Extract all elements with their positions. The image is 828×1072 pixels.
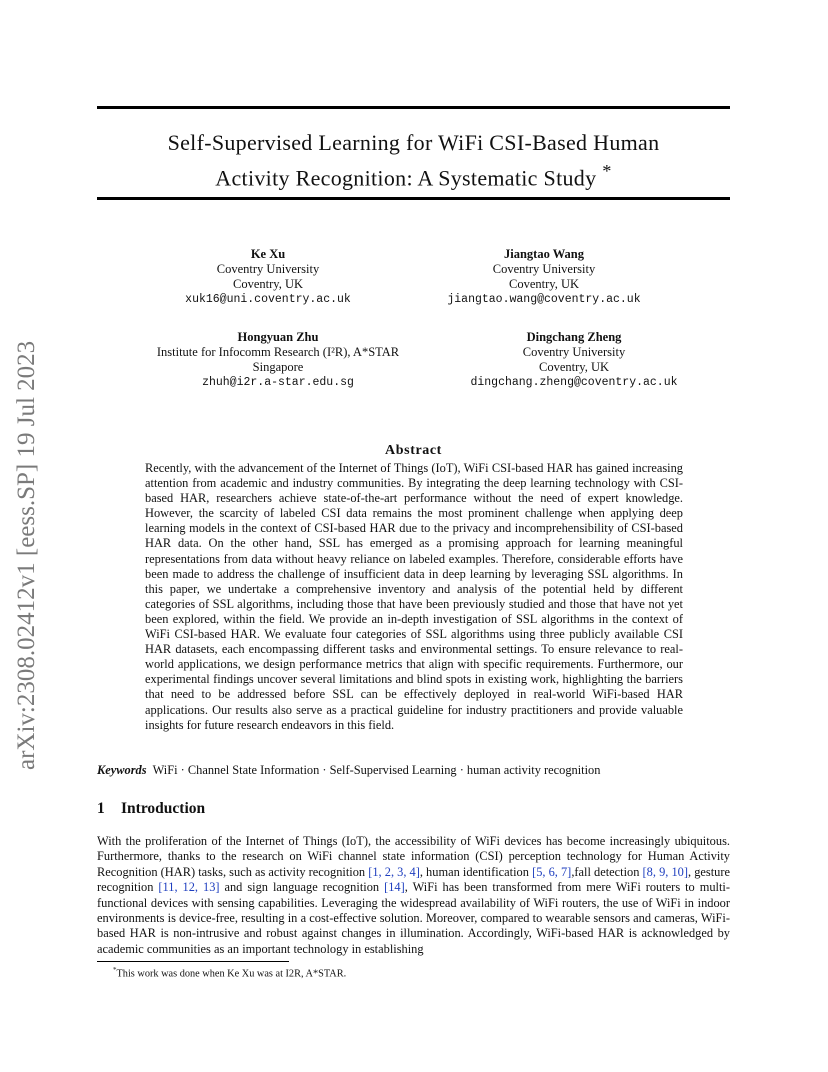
author-email[interactable]: zhuh@i2r.a-star.edu.sg [202,376,354,389]
author-location: Coventry, UK [538,360,609,374]
title-footnote-mark: * [602,161,612,181]
intro-text: , WiFi has been transformed from mere WiFi routers to multi-functional devices with sensing capabilities. Leveraging the widespread availability of WiFi routers, the use of WiFi in indoor environments is device-free, resulting in a cost-effective solution. Moreover, compared to wearable sensors and cameras, WiFi-based HAR is non-intrusive and robust against changes in illumination. Accordingly, WiFi-based HAR is acknowledged by academic communities as an important technology in establishing [97,880,731,956]
author-affiliation: Coventry University [492,262,596,276]
keywords-label: Keywords [97,763,147,777]
author-name: Hongyuan Zhu [237,330,319,344]
title-line-2 [97,157,730,192]
intro-text: ,fall detection [571,864,643,879]
author-block [394,247,694,307]
paper-title [97,128,730,192]
intro-text: and sign language recognition [219,880,385,895]
footnote-mark: * [113,966,117,974]
intro-text: , gesture recognition [97,864,730,895]
author-block [128,330,428,390]
author-name: Dingchang Zheng [526,330,622,344]
author-block [118,247,418,307]
citation-link[interactable]: [8, 9, 10] [642,864,688,879]
abstract-heading: Abstract [385,443,442,458]
footnote-text: This work was done when Ke Xu was at I2R, A*STAR. [116,968,347,980]
keywords-text: WiFi · Channel State Information · Self-Supervised Learning · human activity recognition [152,763,601,777]
title-rule-top [97,106,730,109]
section-number: 1 [97,800,105,817]
intro-text: , human identification [419,864,533,879]
author-location: Coventry, UK [508,277,579,291]
author-affiliation: Institute for Infocomm Research (I²R), A*STAR [156,345,400,359]
author-affiliation: Coventry University [522,345,626,359]
section-title: Introduction [121,800,206,817]
arxiv-identifier: arXiv:2308.02412v1 [eess.SP] 19 Jul 2023 [13,340,40,770]
keywords-line [97,763,730,778]
author-location: Coventry, UK [232,277,303,291]
citation-link[interactable]: [11, 12, 13] [158,880,220,895]
author-name: Jiangtao Wang [504,247,584,261]
author-block [424,330,724,390]
title-line-1: Self-Supervised Learning for WiFi CSI-Based Human [167,130,660,155]
footnote-rule [97,961,289,962]
title-line-2-text: Activity Recognition: A Systematic Study [215,165,597,191]
abstract-body: Recently, with the advancement of the Internet of Things (IoT), WiFi CSI-based HAR has gained increasing attention from academic and industry communities. By integrating the deep learning technology with CSI-based HAR, researchers achieve state-of-the-art performance without the need of expert knowledge. However, the scarcity of labeled CSI data remains the most prominent challenge when applying deep learning models in the context of CSI-based HAR due to the privacy and incomprehensibility of CSI-based HAR data. On the other hand, SSL has emerged as a promising approach for learning meaningful representations from data without heavy reliance on labeled examples. Therefore, considerable efforts have been made to address the challenge of insufficient data in deep learning by leveraging SSL algorithms. In this paper, we undertake a comprehensive inventory and analysis of the potential held by different categories of SSL algorithms, including those that have been previously studied and those that have not yet been explored, within the field. We provide an in-depth investigation of SSL algorithms in the context of WiFi CSI-based HAR. We evaluate four categories of SSL algorithms using three publicly available CSI HAR datasets, each encompassing different tasks and environmental settings. To ensure relevance to real-world applications, we design performance metrics that align with specific requirements. Furthermore, our experimental findings uncover several limitations and blind spots in existing work, highlighting the barriers that need to be addressed before SSL can be effectively deployed in real-world WiFi-based HAR applications. Our results also serve as a practical guideline for industry practitioners and provide valuable insights for future research endeavors in this field. [145,461,683,732]
section-heading [97,800,205,818]
author-location: Singapore [252,360,304,374]
citation-link[interactable]: [5, 6, 7] [532,864,572,879]
title-rule-bottom [97,197,730,200]
author-email[interactable]: jiangtao.wang@coventry.ac.uk [447,293,641,306]
intro-paragraph [97,834,730,957]
author-email[interactable]: dingchang.zheng@coventry.ac.uk [470,376,678,389]
citation-link[interactable]: [14] [384,880,405,895]
author-name: Ke Xu [250,247,286,261]
author-email[interactable]: xuk16@uni.coventry.ac.uk [185,293,351,306]
citation-link[interactable]: [1, 2, 3, 4] [368,864,420,879]
author-affiliation: Coventry University [216,262,320,276]
footnote [113,964,346,980]
intro-text: With the proliferation of the Internet of Things (IoT), the accessibility of WiFi devices has become increasingly ubiquitous. Furthermore, thanks to the research on WiFi channel state information (CSI) perception technology for Human Activity Recognition (HAR) tasks, such as activity recognition [97,834,730,879]
